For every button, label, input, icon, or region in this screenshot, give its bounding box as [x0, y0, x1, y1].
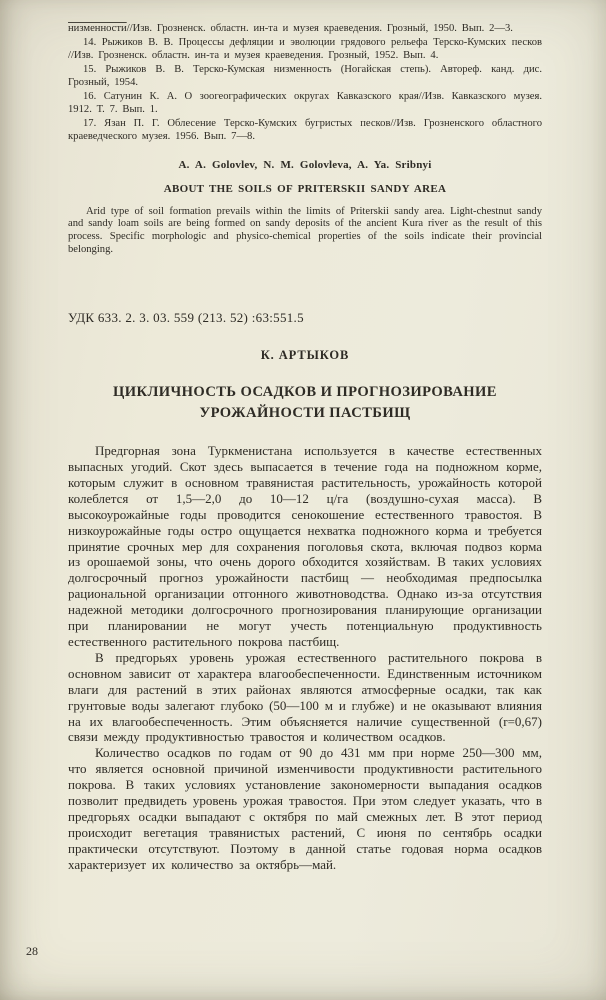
article-section: [68, 310, 542, 872]
article-paragraph: Количество осадков по годам от 90 до 431 мм при норме 250—300 мм, что является основной причиной изменчивости продуктивности растительного покрова. В таких условиях установление закономерности выпадания осадков позволит предвидеть уровень урожая травостоя. При этом следует указать, что в предгорьях осадки выпадают с октября по май смежных лет. В этот период происходит вегетация травянистых растений, С июня по сентябрь осадки практически отсутствуют. Поэтому в данной статье годовая норма осадков характеризует их количество за октябрь—май.: [68, 745, 542, 872]
article-body: [68, 443, 542, 872]
article-title-line-2: УРОЖАЙНОСТИ ПАСТБИЩ: [199, 405, 411, 422]
english-summary-section: [68, 159, 542, 258]
article-title: [68, 382, 542, 424]
reference-item: 15. Рыжиков В. В. Терско-Кумская низменность (Ногайская степь). Автореф. канд. дис. Грозный, 1954.: [68, 63, 542, 88]
page-number: 28: [26, 944, 38, 958]
english-summary-abstract: Arid type of soil formation prevails within the limits of Priterskii sandy area. Light-chestnut sandy and sandy loam soils are being formed on sandy deposits of the ancient Kura river as the result of this process. Specific morphologic and physico-chemical properties of the soils indicate their provincial belonging.: [68, 205, 542, 256]
article-paragraph: Предгорная зона Туркменистана используется в качестве естественных выпасных угодий. Скот здесь выпасается в течение года на подножном корме, которым служит в основном травянистая растительность, урожайность которой колеблется от 1,5—2,0 до 10—12 ц/га (воздушно-сухая масса). В высокоурожайные годы проводится сенокошение естественного травостоя. В низкоурожайные годы остро ощущается нехватка подножного корма и требуется принятие срочных мер для сохранения поголовья скота, включая подвоз корма из орошаемой зоны, что очень дорого обходится хозяйствам. В таких условиях долгосрочный прогноз урожайности пастбищ — необходимая предпосылка рациональной организации отгонного животноводства. Однако из-за отсутствия надежной методики долгосрочного прогнозирования планирующие организации при планировании не могут учесть потенциальную продуктивность естественного растительного покрова пастбищ.: [68, 443, 542, 649]
article-paragraph: В предгорьях уровень урожая естественного растительного покрова в основном зависит от характера влагообеспеченности. Единственным источником влаги для растений в этих районах являются атмосферные осадки, так как грунтовые воды залегают глубоко (50—100 м и глубже) и не оказывают влияния на их влагообеспеченность. Этим объясняется наличие существенной (r=0,67) связи между продуктивностью травостоя и количеством осадков.: [68, 649, 542, 745]
article-author: К. АРТЫКОВ: [260, 348, 350, 363]
references-section: [68, 22, 542, 144]
english-summary-authors: A. A. Golovlev, N. M. Golovleva, A. Ya. Sribnyi: [178, 158, 432, 171]
reference-carryover-rest: //Изв. Грозненск. областн. ин-та и музея краеведения. Грозный, 1950. Вып. 2—3.: [126, 23, 513, 34]
reference-item: 16. Сатунин К. А. О зоогеографических округах Кавказского края//Изв. Кавказского музея. 1912. Т. 7. Вып. 1.: [68, 90, 542, 115]
reference-item: 14. Рыжиков В. В. Процессы дефляции и эволюции грядового рельефа Терско-Кумских песков //Изв. Грозненск. областн. ин-та и музея краеведения. Грозный, 1952. Вып. 4.: [68, 36, 542, 61]
english-summary-title: ABOUT THE SOILS OF PRITERSKII SANDY AREA: [163, 182, 447, 195]
udc-code: УДК 633. 2. 3. 03. 559 (213. 52) :63:551.5: [68, 310, 304, 326]
reference-item: 17. Язан П. Г. Облесение Терско-Кумских бугристых песков//Изв. Грозненского областного краеведческого музея. 1956. Вып. 7—8.: [68, 117, 542, 142]
reference-carryover-first-word: низменности: [68, 23, 127, 34]
article-title-line-1: ЦИКЛИЧНОСТЬ ОСАДКОВ И ПРОГНОЗИРОВАНИЕ: [113, 384, 497, 401]
reference-carryover: [68, 22, 542, 36]
